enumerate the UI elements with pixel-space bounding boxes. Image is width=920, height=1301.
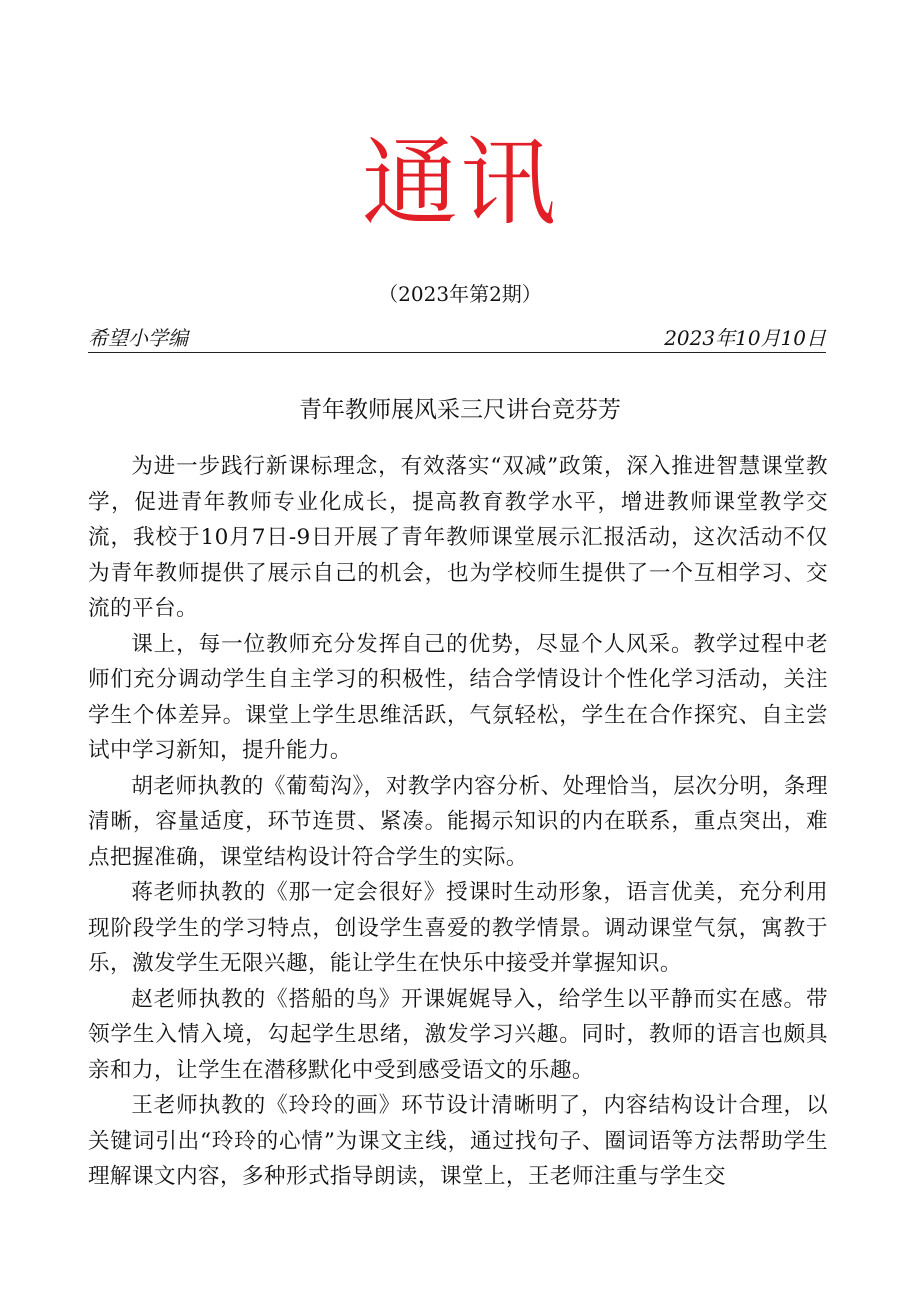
paragraph: 胡老师执教的《葡萄沟》，对教学内容分析、处理恰当，层次分明，条理清晰，容量适度，环节连贯、紧凑。能揭示知识的内在联系，重点突出，难点把握准确，课堂结构设计符合学生的实际。 [88, 773, 828, 870]
paragraph: 赵老师执教的《搭船的鸟》开课娓娓导入，给学生以平静而实在感。带领学生入情入境，勾起学生思绪，激发学习兴趣。同时，教师的语言也颇具亲和力，让学生在潜移默化中受到感受语文的乐趣。 [88, 986, 828, 1083]
masthead-title: 通讯 [362, 127, 558, 239]
paragraph: 为进一步践行新课标理念，有效落实“双减”政策，深入推进智慧课堂教学，促进青年教师专业化成长，提高教育教学水平，增进教师课堂教学交流，我校于10月7日-9日开展了青年教师课堂展示汇报活动，这次活动不仅为青年教师提供了展示自己的机会，也为学校师生提供了一个互相学习、交流的平台。 [88, 454, 828, 621]
article-title: 青年教师展风采三尺讲台竞芬芳 [299, 397, 621, 423]
paragraph: 课上，每一位教师充分发挥自己的优势，尽显个人风采。教学过程中老师们充分调动学生自主学习的积极性，结合学情设计个性化学习活动，关注学生个体差异。课堂上学生思维活跃，气氛轻松，学生在合作探究、自主尝试中学习新知，提升能力。 [88, 631, 828, 763]
paragraph: 蒋老师执教的《那一定会很好》授课时生动形象，语言优美，充分利用现阶段学生的学习特点，创设学生喜爱的教学情景。调动课堂气氛，寓教于乐，激发学生无限兴趣，能让学生在快乐中接受并掌握知识。 [88, 880, 828, 976]
issue-number: （2023年第2期） [378, 282, 542, 306]
header-info-line [88, 324, 826, 353]
publish-date: 2023年10月10日 [664, 326, 826, 350]
paragraph: 王老师执教的《玲玲的画》环节设计清晰明了，内容结构设计合理，以关键词引出“玲玲的心情”为课文主线，通过找句子、圈词语等方法帮助学生理解课文内容，多种形式指导朗读，课堂上，王老师注重与学生交 [88, 1093, 828, 1189]
publisher: 希望小学编 [88, 326, 188, 350]
article-body [88, 449, 828, 1195]
